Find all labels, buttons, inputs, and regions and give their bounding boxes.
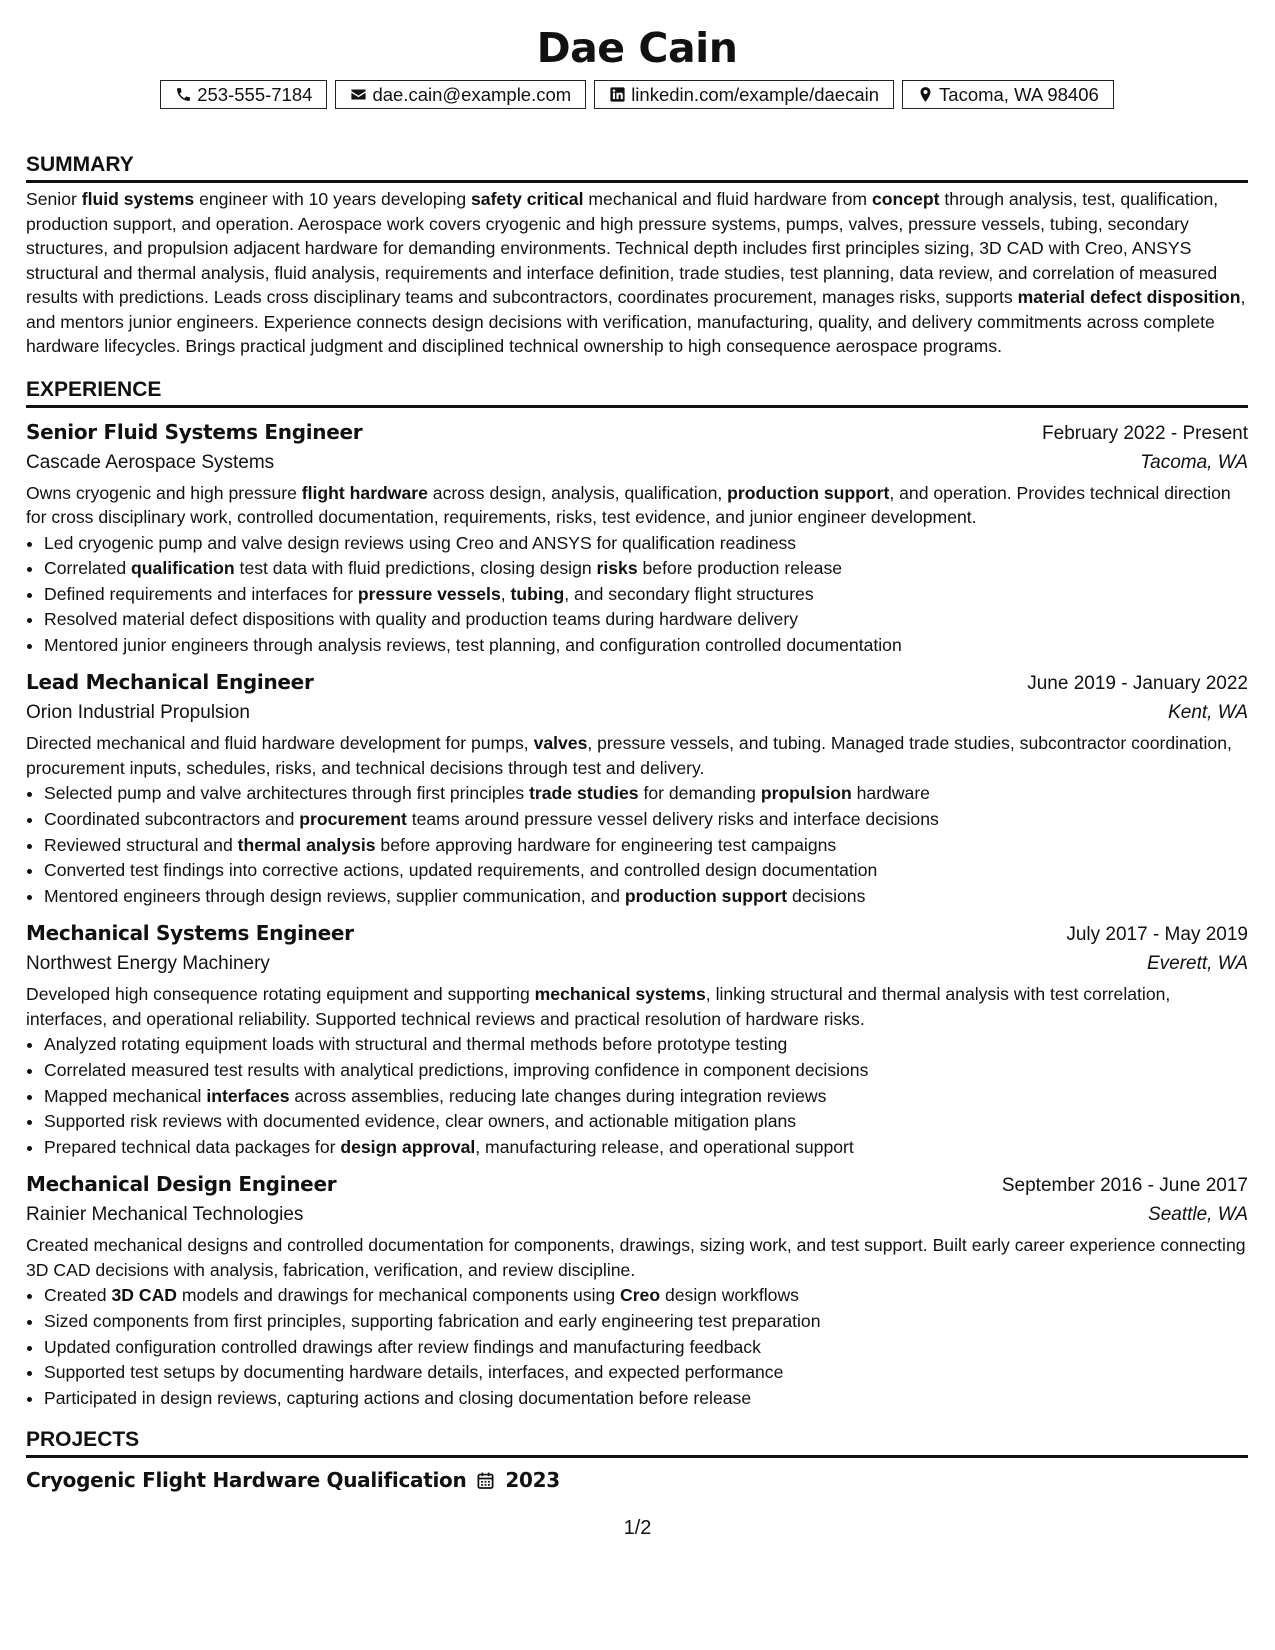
location-chip xyxy=(902,80,1114,109)
bullet-item: • Converted test findings into corrective actions, updated requirements, and controlled design documentation xyxy=(44,858,1248,884)
bullet-item: • Updated configuration controlled drawings after review findings and manufacturing feedback xyxy=(44,1335,1248,1361)
location-text: Tacoma, WA 98406 xyxy=(939,83,1099,105)
job-title: Mechanical Design Engineer xyxy=(26,1172,337,1197)
map-pin-icon xyxy=(917,86,934,103)
page-number: 1/2 xyxy=(623,1517,652,1539)
email-chip[interactable] xyxy=(335,80,586,109)
summary-text: Senior fluid systems engineer with 10 years developing safety critical mechanical and fluid hardware from concept through analysis, test, qualification, production support, and operation. Aerospace work covers cryogenic and high pressure systems, pumps, valves, pressure vessels, tubing, secondary structures, and propulsion adjacent hardware for demanding environments. Technical depth includes first principles sizing, 3D CAD with Creo, ANSYS structural and thermal analysis, fluid analysis, requirements and interface definition, trade studies, test planning, data review, and correlation of measured results with predictions. Leads cross disciplinary teams and subcontractors, coordinates procurement, manages risks, supports material defect disposition, and mentors junior engineers. Experience connects design decisions with verification, manufacturing, quality, and delivery commitments across complete hardware lifecycles. Brings practical judgment and disciplined technical ownership to high consequence aerospace programs. xyxy=(26,189,1246,356)
resume-page xyxy=(26,20,1248,1494)
phone-chip[interactable] xyxy=(160,80,327,109)
bullet-item: • Correlated qualification test data with fluid predictions, closing design risks before production release xyxy=(44,556,1248,582)
summary-heading: SUMMARY xyxy=(26,151,1248,183)
bullet-item: • Created 3D CAD models and drawings for mechanical components using Creo design workflows xyxy=(44,1283,1248,1309)
envelope-icon xyxy=(350,86,367,103)
job-title: Mechanical Systems Engineer xyxy=(26,921,354,946)
job-entry xyxy=(26,668,1248,909)
job-dates: September 2016 - June 2017 xyxy=(1001,1175,1248,1197)
bullet-item: • Sized components from first principles, supporting fabrication and early engineering test preparation xyxy=(44,1309,1248,1335)
job-location: Tacoma, WA xyxy=(1140,451,1248,473)
bullet-item: • Prepared technical data packages for design approval, manufacturing release, and operational support xyxy=(44,1135,1248,1161)
job-title: Lead Mechanical Engineer xyxy=(26,670,314,695)
job-dates: February 2022 - Present xyxy=(1042,422,1248,444)
job-bullets xyxy=(26,531,1248,659)
job-entry xyxy=(26,1170,1248,1411)
project-name: Cryogenic Flight Hardware Qualification xyxy=(26,1468,467,1493)
bullet-item: • Reviewed structural and thermal analysis before approving hardware for engineering test campaigns xyxy=(44,833,1248,859)
job-bullets xyxy=(26,1283,1248,1411)
company-name: Rainier Mechanical Technologies xyxy=(26,1204,304,1226)
bullet-item: • Mentored engineers through design reviews, supplier communication, and production support decisions xyxy=(44,884,1248,910)
project-year: 2023 xyxy=(505,1468,560,1493)
bullet-item: • Supported risk reviews with documented evidence, clear owners, and actionable mitigation plans xyxy=(44,1109,1248,1135)
job-location: Kent, WA xyxy=(1168,702,1248,724)
bullet-item: • Selected pump and valve architectures through first principles trade studies for demanding propulsion hardware xyxy=(44,781,1248,807)
job-dates: July 2017 - May 2019 xyxy=(1066,924,1248,946)
bullet-item: • Resolved material defect dispositions with quality and production teams during hardware delivery xyxy=(44,607,1248,633)
job-entry xyxy=(26,418,1248,659)
email-address: dae.cain@example.com xyxy=(372,83,572,105)
job-location: Everett, WA xyxy=(1146,953,1248,975)
projects-heading: PROJECTS xyxy=(26,1426,1248,1458)
job-dates: June 2019 - January 2022 xyxy=(1027,673,1248,695)
linkedin-chip[interactable] xyxy=(594,80,894,109)
bullet-item: • Correlated measured test results with analytical predictions, improving confidence in component decisions xyxy=(44,1058,1248,1084)
job-bullets xyxy=(26,781,1248,909)
experience-heading: EXPERIENCE xyxy=(26,376,1248,408)
project-entry xyxy=(26,1466,1248,1494)
phone-icon xyxy=(175,86,192,103)
job-description: Developed high consequence rotating equipment and supporting mechanical systems, linking structural and thermal analysis with test correlation, interfaces, and operational reliability. Supported technical reviews and practical resolution of hardware risks. xyxy=(26,984,1171,1029)
company-name: Northwest Energy Machinery xyxy=(26,953,270,975)
candidate-name: Dae Cain xyxy=(536,24,738,72)
linkedin-icon xyxy=(609,86,626,103)
job-title: Senior Fluid Systems Engineer xyxy=(26,419,363,444)
contact-bar xyxy=(26,80,1248,109)
bullet-item: • Mapped mechanical interfaces across assemblies, reducing late changes during integration reviews xyxy=(44,1084,1248,1110)
linkedin-url: linkedin.com/example/daecain xyxy=(631,83,880,105)
bullet-item: • Analyzed rotating equipment loads with structural and thermal methods before prototype testing xyxy=(44,1032,1248,1058)
bullet-item: • Participated in design reviews, capturing actions and closing documentation before release xyxy=(44,1386,1248,1412)
bullet-item: • Coordinated subcontractors and procurement teams around pressure vessel delivery risks and interface decisions xyxy=(44,807,1248,833)
job-entry xyxy=(26,919,1248,1160)
bullet-item: • Defined requirements and interfaces for pressure vessels, tubing, and secondary flight structures xyxy=(44,582,1248,608)
bullet-item: • Led cryogenic pump and valve design reviews using Creo and ANSYS for qualification readiness xyxy=(44,531,1248,557)
job-description: Owns cryogenic and high pressure flight hardware across design, analysis, qualification, production support, and operation. Provides technical direction for cross disciplinary work, controlled documentation, requirements, risks, test evidence, and junior engineer development. xyxy=(26,482,1231,527)
job-description: Created mechanical designs and controlled documentation for components, drawings, sizing work, and test support. Built early career experience connecting 3D CAD decisions with analysis, fabrication, verification, and review discipline. xyxy=(26,1235,1246,1280)
calendar-icon xyxy=(476,1471,495,1490)
bullet-item: • Supported test setups by documenting hardware details, interfaces, and expected performance xyxy=(44,1360,1248,1386)
bullet-item: • Mentored junior engineers through analysis reviews, test planning, and configuration controlled documentation xyxy=(44,633,1248,659)
job-description: Directed mechanical and fluid hardware development for pumps, valves, pressure vessels, and tubing. Managed trade studies, subcontractor coordination, procurement inputs, schedules, risks, and technical decisions through test and delivery. xyxy=(26,733,1232,778)
job-bullets xyxy=(26,1032,1248,1160)
job-location: Seattle, WA xyxy=(1148,1204,1248,1226)
phone-number: 253-555-7184 xyxy=(197,83,313,105)
company-name: Orion Industrial Propulsion xyxy=(26,702,250,724)
company-name: Cascade Aerospace Systems xyxy=(26,451,275,473)
